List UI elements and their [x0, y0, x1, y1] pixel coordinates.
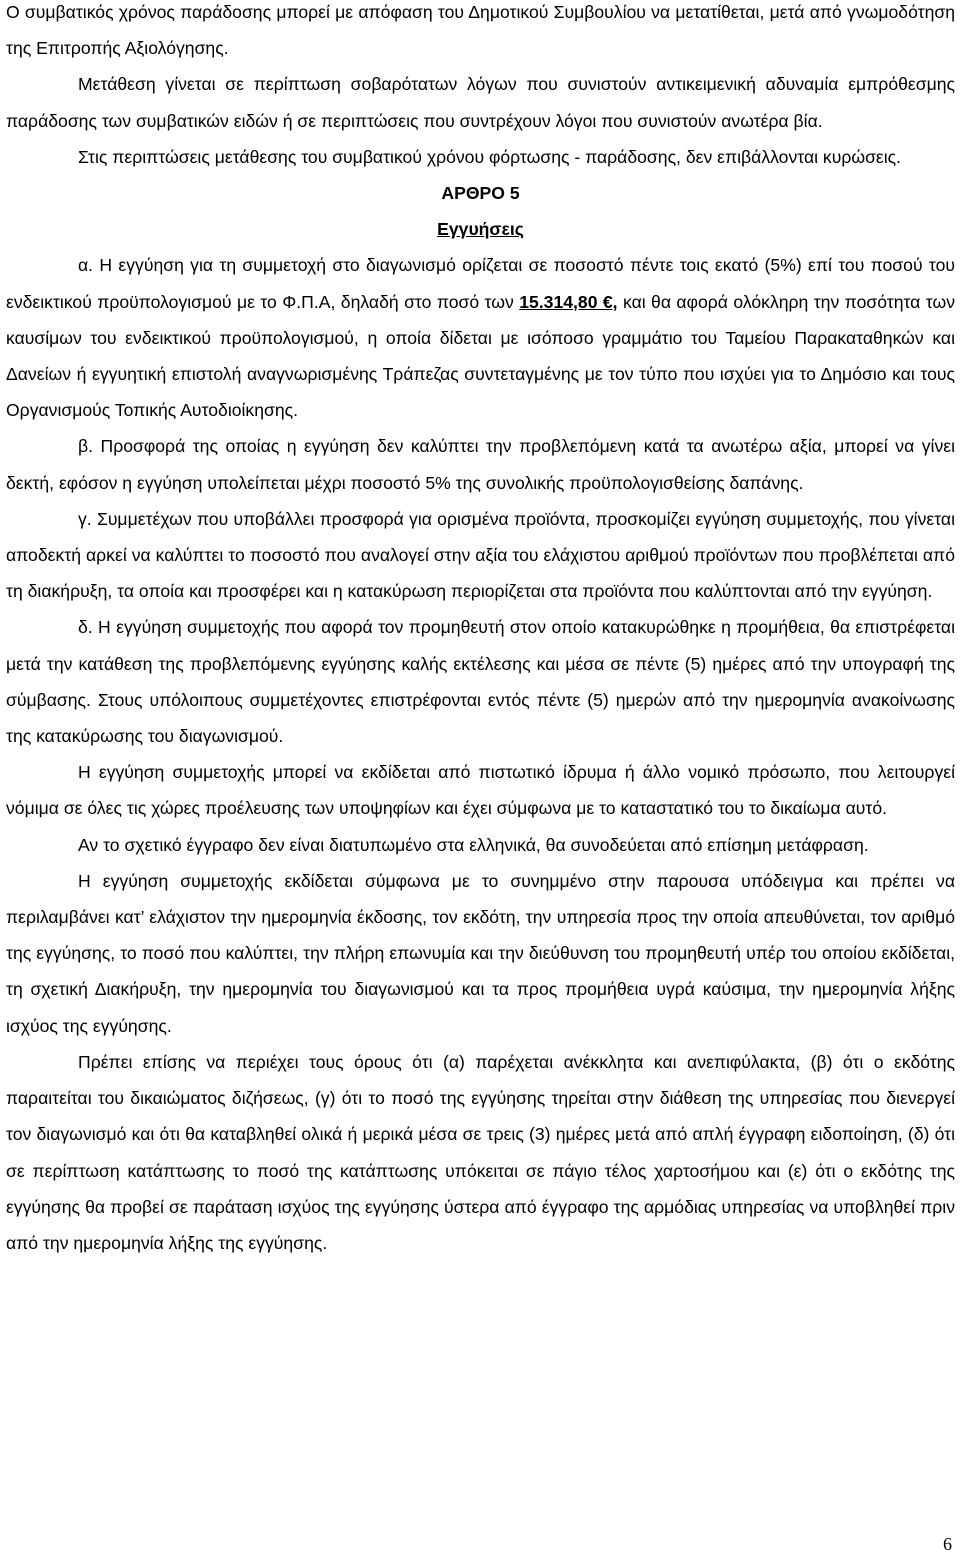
paragraph-template-contents: Η εγγύηση συμμετοχής εκδίδεται σύμφωνα με το συνημμένο στην παρουσα υπόδειγμα και πρέπει να περιλαμβάνει κατ’ ελάχιστον την ημερομηνία έκδοσης, τον εκδότη, την υπηρεσία προς την οποία απευθύνεται, τον αριθμό της εγγύησης, το ποσό που καλύπτει, την πλήρη επωνυμία και την διεύθυνση του προμηθευτή υπέρ του οποίου εκδίδεται, τη σχετική Διακήρυξη, την ημερομηνία του διαγωνισμού και τα προς προμήθεια υγρά καύσιμα, την ημερομηνία λήξης ισχύος της εγγύησης.	[6, 870, 955, 1036]
paragraph-guarantee-c: γ. Συμμετέχων που υποβάλλει προσφορά για ορισμένα προϊόντα, προσκομίζει εγγύηση συμμετοχής, που γίνεται αποδεκτή αρκεί να καλύπτει το ποσοστό που αναλογεί στην αξία του ελάχιστου αριθμού προϊόντων που προβλέπεται από τη διακήρυξη, τα οποία και προσφέρει και η κατακύρωση περιορίζεται στα προϊόντα που καλύπτονται από την εγγύηση.	[6, 508, 955, 602]
paragraph-transfer-reasons: Μετάθεση γίνεται σε περίπτωση σοβαρότατων λόγων που συνιστούν αντικειμενική αδυναμία εμπρόθεσμης παράδοσης των συμβατικών ειδών ή σε περιπτώσεις που συντρέχουν λόγοι που συνιστούν ανωτέρα βία.	[6, 74, 955, 131]
paragraph-guarantee-d: δ. Η εγγύηση συμμετοχής που αφορά τον προμηθευτή στον οποίο κατακυρώθηκε η προμήθεια, θα επιστρέφεται μετά την κατάθεση της προβλεπόμενης εγγύησης καλής εκτέλεσης και μέσα σε πέντε (5) ημέρες από την υπογραφή της σύμβασης. Στους υπόλοιπους συμμετέχοντες επιστρέφονται εντός πέντε (5) ημερών από την ημερομηνία ανακοίνωσης της κατακύρωσης του διαγωνισμού.	[6, 617, 955, 747]
article-heading: ΑΡΘΡΟ 5	[441, 183, 520, 204]
paragraph-a-after: και θα αφορά ολόκληρη την ποσότητα των καυσίμων του ενδεικτικού προϋπολογισμού, η οποία δίδεται με ισόποσο γραμμάτιο του Ταμείου Παρακαταθηκών και Δανείων ή εγγυητική επιστολή αναγνωρισμένης Τράπεζας συντεταγμένης με τον τύπο που ισχύει για το Δημόσιο και τους Οργανισμούς Τοπικής Αυτοδιοίκησης.	[6, 291, 955, 421]
paragraph-issuer: Η εγγύηση συμμετοχής μπορεί να εκδίδεται από πιστωτικό ίδρυμα ή άλλο νομικό πρόσωπο, που λειτουργεί νόμιμα σε όλες τις χώρες προέλευσης των υποψηφίων και έχει σύμφωνα με το καταστατικό του το δικαίωμα αυτό.	[6, 762, 955, 819]
guarantee-amount: 15.314,80 €,	[519, 291, 618, 312]
paragraph-guarantee-b: β. Προσφορά της οποίας η εγγύηση δεν καλύπτει την προβλεπόμενη κατά τα ανωτέρω αξία, μπορεί να γίνει δεκτή, εφόσον η εγγύηση υπολείπεται μέχρι ποσοστό 5% της συνολικής προϋπολογισθείσης δαπάνης.	[6, 436, 955, 493]
paragraph-a-before: α. Η εγγύηση για τη συμμετοχή στο διαγωνισμό ορίζεται σε ποσοστό πέντε τοις εκατό (5%) επί του ποσού του ενδεικτικού προϋπολογισμού με το Φ.Π.Α, δηλαδή στο ποσό των	[6, 255, 955, 312]
paragraph-terms: Πρέπει επίσης να περιέχει τους όρους ότι (α) παρέχεται ανέκκλητα και ανεπιφύλακτα, (β) ότι ο εκδότης παραιτείται του δικαιώματος διζήσεως, (γ) ότι το ποσό της εγγύησης τηρείται στην διάθεση της υπηρεσίας που διενεργεί τον διαγωνισμό και ότι θα καταβληθεί ολικά ή μερικά μέσα σε τρεις (3) ημέρες μετά από απλή έγγραφη ειδοποίηση, (δ) ότι σε περίπτωση κατάπτωσης το ποσό της κατάπτωσης υπόκειται σε πάγιο τέλος χαρτοσήμου και (ε) ότι ο εκδότης της εγγύησης θα προβεί σε παράταση ισχύος της εγγύησης ύστερα από έγγραφο της αρμόδιας υπηρεσίας να υποβληθεί πριν από την ημερομηνία λήξης της εγγύησης.	[6, 1051, 955, 1253]
document-page	[6, 0, 955, 1261]
article-subheading-text: Εγγυήσεις	[437, 219, 524, 240]
paragraph-guarantee-a	[6, 247, 955, 428]
paragraph-translation: Αν το σχετικό έγγραφο δεν είναι διατυπωμένο στα ελληνικά, θα συνοδεύεται από επίσημη μετάφραση.	[78, 834, 869, 855]
article-subheading	[6, 211, 955, 247]
page-number: 6	[943, 1534, 952, 1554]
paragraph-delivery-time: Ο συμβατικός χρόνος παράδοσης μπορεί με απόφαση του Δημοτικού Συμβουλίου να μετατίθεται, μετά από γνωμοδότηση της Επιτροπής Αξιολόγησης.	[6, 2, 955, 59]
paragraph-no-penalties: Στις περιπτώσεις μετάθεσης του συμβατικού χρόνου φόρτωσης - παράδοσης, δεν επιβάλλονται κυρώσεις.	[78, 146, 902, 167]
